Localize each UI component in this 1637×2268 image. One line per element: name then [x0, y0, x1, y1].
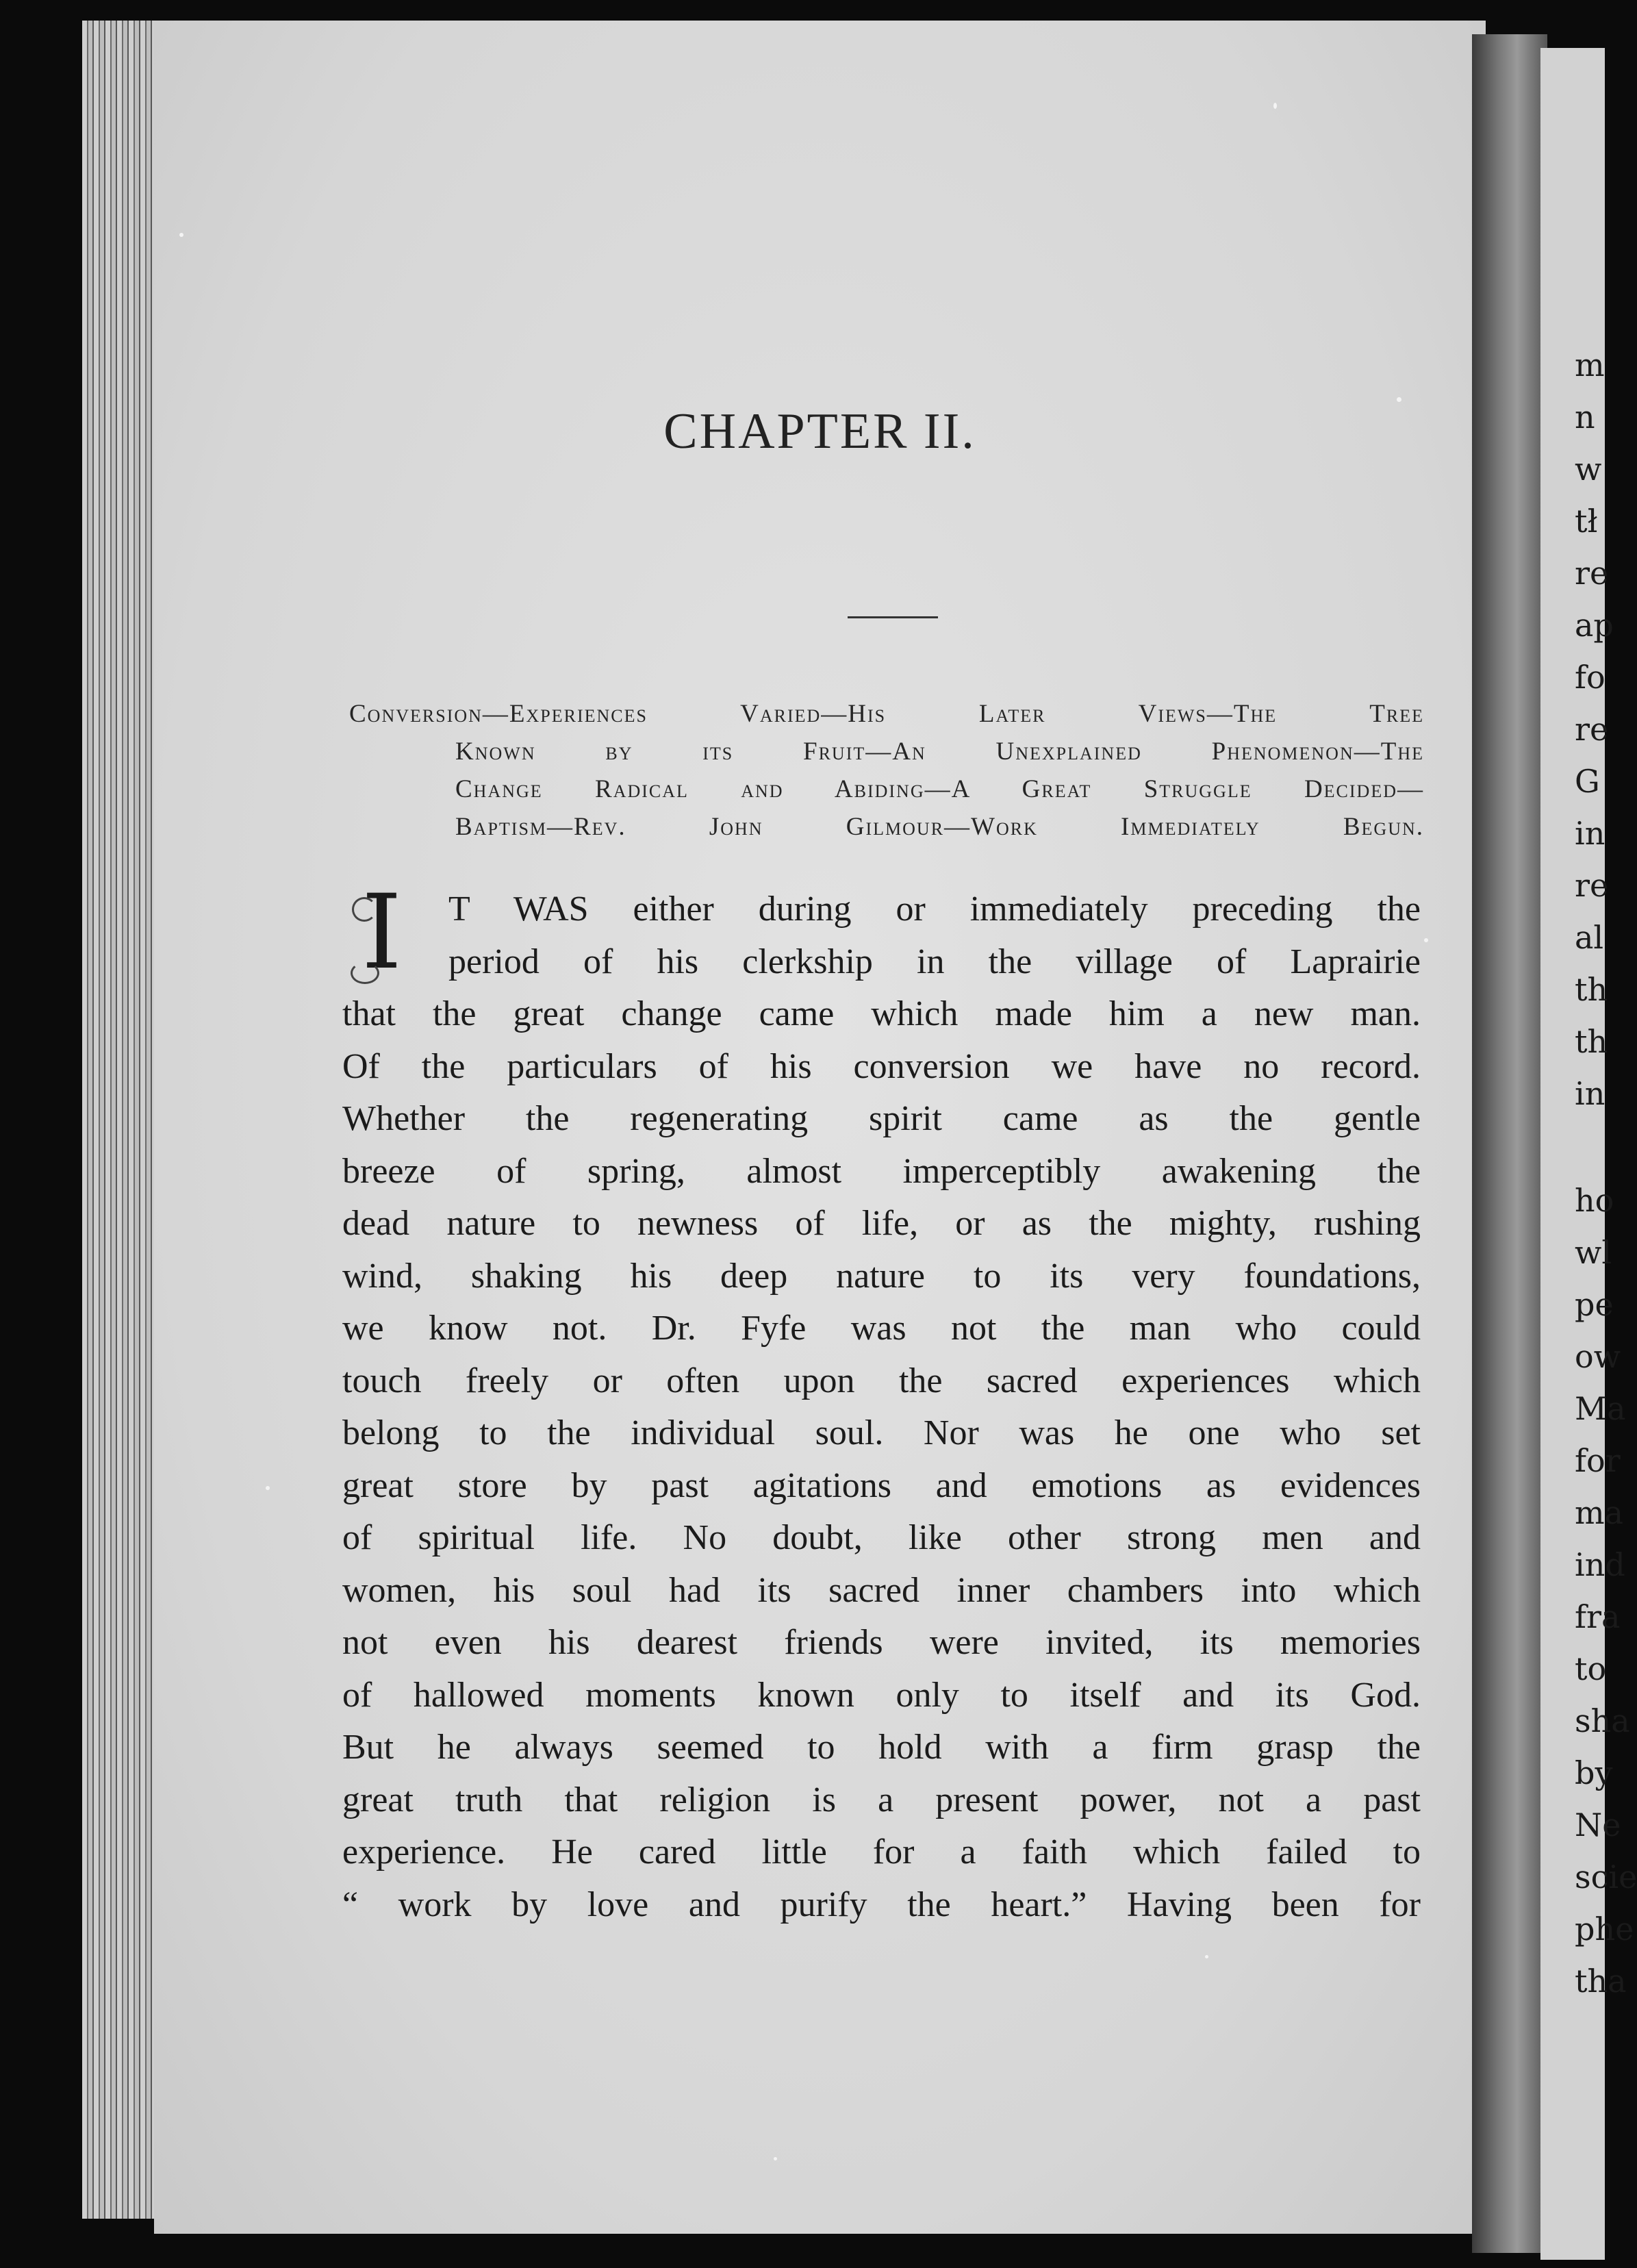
- facing-page-line-fragment: for: [1575, 1442, 1621, 1479]
- facing-page-line-fragment: tha: [1575, 1963, 1627, 2000]
- title-divider-rule: [848, 616, 938, 618]
- body-line: Whether the regenerating spirit came as the gentle: [342, 1099, 1421, 1138]
- facing-page-fragment: [1540, 48, 1637, 2260]
- facing-page-line-fragment: by: [1575, 1754, 1613, 1791]
- facing-page-line-fragment: m: [1575, 346, 1605, 383]
- facing-page-upper-text: [1575, 339, 1616, 1120]
- synopsis-line: Conversion—Experiences Varied—His Later Views—The Tree: [349, 700, 1424, 728]
- facing-page-line-fragment: phe: [1575, 1911, 1634, 1948]
- facing-page-line-fragment: al: [1575, 919, 1604, 956]
- facing-page-line-fragment: ap: [1575, 607, 1614, 644]
- facing-page-line-fragment: scie: [1575, 1859, 1637, 1895]
- body-line: period of his clerkship in the village of Laprairie: [448, 942, 1421, 981]
- facing-page-line-fragment: wl: [1575, 1234, 1612, 1271]
- body-line: Of the particulars of his conversion we have no record.: [342, 1046, 1421, 1086]
- body-paragraph: [342, 883, 1421, 1931]
- body-line: women, his soul had its sacred inner chambers into which: [342, 1570, 1421, 1610]
- facing-page-line-fragment: fra: [1575, 1598, 1621, 1635]
- scan-speck: [774, 2157, 777, 2160]
- body-line: not even his dearest friends were invited, its memories: [342, 1623, 1421, 1662]
- facing-page-line-fragment: in: [1575, 815, 1606, 852]
- facing-page-line-fragment: in: [1575, 1075, 1606, 1112]
- facing-page-line-fragment: G: [1575, 763, 1600, 800]
- chapter-title: CHAPTER II.: [663, 403, 976, 459]
- scan-speck: [1424, 938, 1428, 942]
- body-line: But he always seemed to hold with a firm grasp the: [342, 1728, 1421, 1767]
- scan-speck: [1273, 103, 1277, 109]
- facing-page-line-fragment: w: [1575, 451, 1602, 488]
- facing-page-line-fragment: fo: [1575, 659, 1606, 696]
- drop-cap-letter: I: [349, 878, 414, 991]
- body-line: breeze of spring, almost imperceptibly awakening the: [342, 1151, 1421, 1191]
- body-line: dead nature to newness of life, or as the mighty, rushing: [342, 1204, 1421, 1243]
- facing-page-lower-text: [1575, 1174, 1637, 2007]
- body-line: wind, shaking his deep nature to its very foundations,: [342, 1256, 1421, 1296]
- facing-page-line-fragment: pe: [1575, 1286, 1614, 1323]
- body-line: that the great change came which made him a new man.: [342, 994, 1421, 1033]
- facing-page-line-fragment: Ma: [1575, 1390, 1626, 1427]
- scan-speck: [1397, 397, 1401, 402]
- page-edges: [82, 21, 157, 2219]
- scan-speck: [179, 233, 183, 237]
- facing-page-line-fragment: re: [1575, 555, 1609, 592]
- book-gutter: [1472, 34, 1547, 2253]
- facing-page-line-fragment: ow: [1575, 1338, 1621, 1375]
- facing-page-line-fragment: th: [1575, 1023, 1608, 1060]
- facing-page-line-fragment: re: [1575, 867, 1609, 904]
- facing-page-line-fragment: tł: [1575, 503, 1598, 540]
- body-line: belong to the individual soul. Nor was he one who set: [342, 1413, 1421, 1452]
- facing-page-line-fragment: re: [1575, 711, 1609, 748]
- facing-page-line-fragment: th: [1575, 971, 1608, 1008]
- scan-speck: [266, 1486, 270, 1490]
- body-line: T WAS either during or immediately preceding the: [448, 890, 1421, 929]
- synopsis-line: Known by its Fruit—An Unexplained Phenomenon—The: [455, 738, 1424, 766]
- facing-page-line-fragment: sha: [1575, 1702, 1630, 1739]
- body-line: “ work by love and purify the heart.” Having been for: [342, 1885, 1421, 1924]
- facing-page-line-fragment: ind: [1575, 1546, 1625, 1583]
- chapter-synopsis: [349, 695, 1424, 846]
- body-line: we know not. Dr. Fyfe was not the man who could: [342, 1309, 1421, 1348]
- body-line: of spiritual life. No doubt, like other strong men and: [342, 1518, 1421, 1557]
- facing-page-line-fragment: to: [1575, 1650, 1607, 1687]
- scan-speck: [1205, 1955, 1208, 1958]
- facing-page-line-fragment: Ne: [1575, 1806, 1621, 1843]
- body-line: great store by past agitations and emotions as evidences: [342, 1465, 1421, 1505]
- synopsis-line: Change Radical and Abiding—A Great Struggle Decided—: [455, 775, 1424, 803]
- body-line: great truth that religion is a present power, not a past: [342, 1780, 1421, 1819]
- facing-page-line-fragment: ma: [1575, 1494, 1624, 1531]
- body-line: of hallowed moments known only to itself and its God.: [342, 1675, 1421, 1715]
- facing-page-line-fragment: n: [1575, 399, 1595, 436]
- facing-page-line-fragment: ho: [1575, 1182, 1614, 1219]
- synopsis-line: Baptism—Rev. John Gilmour—Work Immediately Begun.: [455, 813, 1424, 841]
- body-line: experience. He cared little for a faith which failed to: [342, 1832, 1421, 1872]
- body-line: touch freely or often upon the sacred experiences which: [342, 1361, 1421, 1400]
